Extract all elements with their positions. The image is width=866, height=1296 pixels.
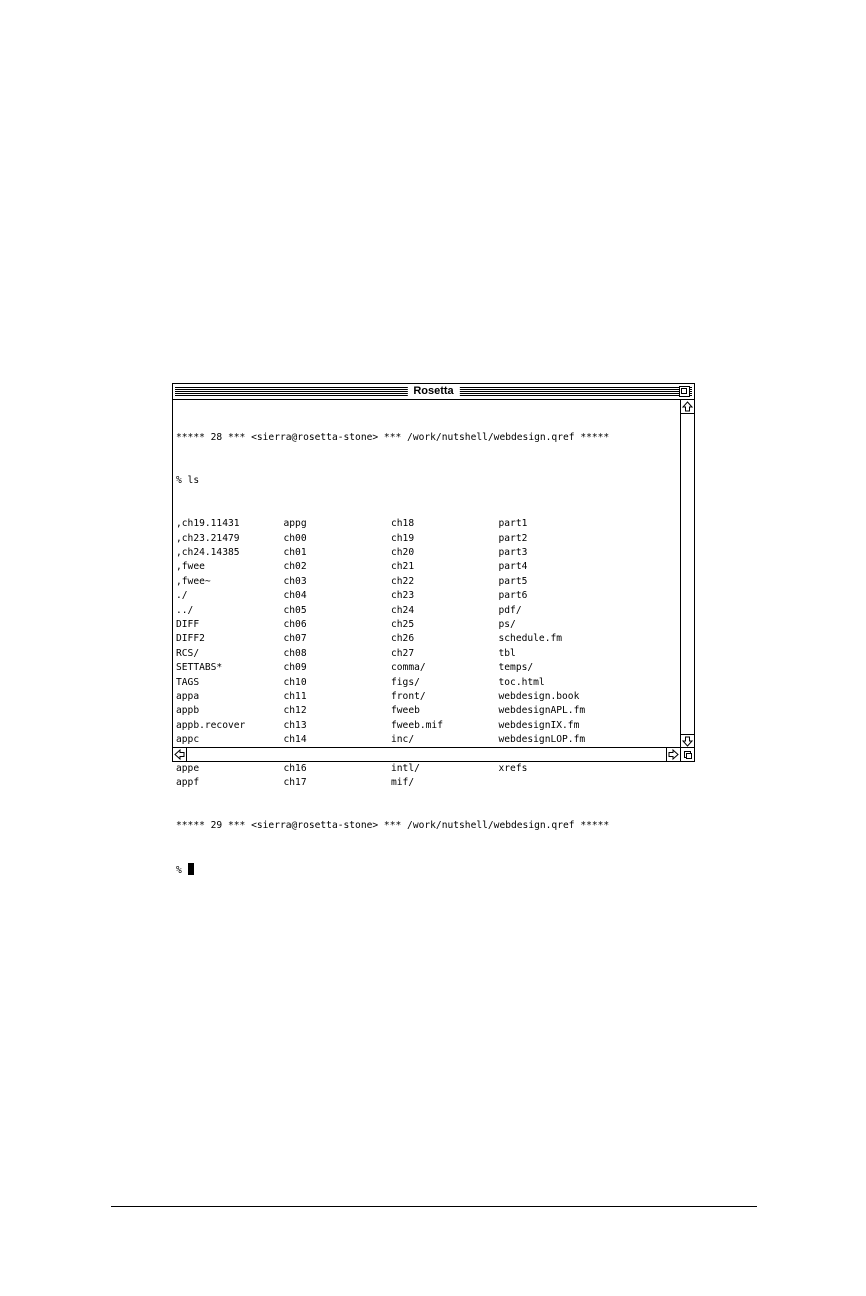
listing-entry: toc.html	[498, 676, 545, 688]
listing-entry: ch24	[391, 604, 415, 616]
listing-entry: ch04	[283, 590, 307, 602]
listing-entry: webdesignLOP.fm	[498, 734, 586, 746]
listing-entry: ch19	[391, 532, 415, 544]
listing-row	[176, 632, 681, 646]
listing-entry: ch23	[391, 590, 415, 602]
listing-entry: RCS/	[176, 647, 200, 659]
session-header-line: ***** 29 *** <sierra@rosetta-stone> *** /work/nutshell/webdesign.qref *****	[176, 820, 610, 832]
listing-entry: DIFF	[176, 618, 200, 630]
listing-row	[176, 690, 681, 704]
listing-entry: webdesignAPL.fm	[498, 705, 586, 717]
listing-row	[176, 776, 681, 790]
listing-entry: ch22	[391, 575, 415, 587]
prompt: %	[176, 864, 182, 876]
listing-entry: appe	[176, 762, 200, 774]
listing-entry: part1	[498, 518, 528, 530]
listing-entry: ,fwee	[176, 561, 205, 573]
listing-entry: ch27	[391, 647, 415, 659]
listing-entry: ch10	[283, 676, 307, 688]
listing-entry: part4	[498, 561, 528, 573]
listing-entry: ch11	[283, 690, 307, 702]
listing-entry: ch02	[283, 561, 307, 573]
listing-entry: ,ch19.11431	[176, 518, 240, 530]
listing-entry: ch26	[391, 633, 415, 645]
listing-entry: fweeb.mif	[391, 719, 443, 731]
listing-entry: webdesign.book	[498, 690, 580, 702]
listing-row	[176, 676, 681, 690]
listing-entry: part6	[498, 590, 528, 602]
listing-row	[176, 517, 681, 531]
listing-entry: ch21	[391, 561, 415, 573]
listing-row	[176, 719, 681, 733]
listing-entry: front/	[391, 690, 426, 702]
scroll-left-arrow-icon[interactable]	[173, 748, 187, 761]
horizontal-scrollbar[interactable]	[173, 747, 680, 761]
scroll-up-arrow-icon[interactable]	[681, 400, 694, 414]
listing-entry: xrefs	[498, 762, 528, 774]
listing-entry: ps/	[498, 618, 516, 630]
listing-row	[176, 704, 681, 718]
listing-entry: figs/	[391, 676, 420, 688]
listing-entry: ,fwee~	[176, 575, 211, 587]
listing-entry: ch14	[283, 734, 307, 746]
listing-entry: ch03	[283, 575, 307, 587]
listing-entry: appa	[176, 690, 200, 702]
listing-entry: part5	[498, 575, 528, 587]
terminal-window	[172, 383, 695, 876]
title-bar[interactable]	[173, 384, 694, 400]
listing-row	[176, 618, 681, 632]
listing-row	[176, 532, 681, 546]
page-footer-rule	[111, 1206, 757, 1207]
listing-entry: SETTABS*	[176, 662, 223, 674]
listing-entry: appg	[283, 518, 307, 530]
listing-entry: ,ch24.14385	[176, 547, 240, 558]
listing-row	[176, 546, 681, 560]
listing-entry: comma/	[391, 662, 426, 674]
listing-entry: fweeb	[391, 705, 420, 717]
listing-entry: ch01	[283, 547, 307, 558]
listing-row	[176, 560, 681, 574]
listing-entry: ch07	[283, 633, 307, 645]
listing-entry: ch08	[283, 647, 307, 659]
command-line: % ls	[176, 475, 200, 487]
scroll-right-arrow-icon[interactable]	[666, 748, 680, 761]
listing-entry: ch25	[391, 618, 415, 630]
listing-entry: intl/	[391, 762, 420, 774]
listing-row	[176, 589, 681, 603]
listing-entry: ../	[176, 604, 194, 616]
listing-entry: ch18	[391, 518, 415, 530]
listing-entry: ch16	[283, 762, 307, 774]
listing-row	[176, 762, 681, 776]
listing-entry: appb.recover	[176, 719, 246, 731]
listing-entry: appb	[176, 705, 200, 717]
listing-entry: ch00	[283, 532, 307, 544]
listing-entry: mif/	[391, 777, 415, 789]
listing-entry: ch20	[391, 547, 415, 558]
prompt-line[interactable]	[176, 863, 681, 877]
listing-entry: ,ch23.21479	[176, 532, 240, 544]
listing-entry: tbl	[498, 647, 516, 659]
listing-row	[176, 604, 681, 618]
session-header-line: ***** 28 *** <sierra@rosetta-stone> *** /work/nutshell/webdesign.qref *****	[176, 431, 610, 443]
listing-entry: pdf/	[498, 604, 522, 616]
listing-entry: ch13	[283, 719, 307, 731]
listing-entry: TAGS	[176, 676, 200, 688]
grow-box-icon[interactable]	[680, 747, 694, 761]
scroll-down-arrow-icon[interactable]	[681, 734, 694, 748]
listing-entry: temps/	[498, 662, 534, 674]
listing-entry: ch05	[283, 604, 307, 616]
listing-entry: ch12	[283, 705, 307, 717]
listing-entry: ch06	[283, 618, 307, 630]
listing-entry: part3	[498, 547, 528, 558]
listing-entry: appf	[176, 777, 200, 789]
listing-entry: part2	[498, 532, 528, 544]
listing-row	[176, 733, 681, 747]
listing-entry: inc/	[391, 734, 415, 746]
listing-entry: DIFF2	[176, 633, 205, 645]
listing-entry: webdesignIX.fm	[498, 719, 580, 731]
listing-row	[176, 575, 681, 589]
window-title: Rosetta	[407, 384, 459, 399]
terminal-output[interactable]	[176, 402, 681, 876]
listing-entry: ch09	[283, 662, 307, 674]
text-cursor	[188, 863, 194, 875]
listing-entry: ./	[176, 590, 188, 602]
listing-row	[176, 647, 681, 661]
listing-entry	[499, 776, 607, 790]
listing-entry: schedule.fm	[498, 633, 563, 645]
zoom-box-icon[interactable]	[679, 386, 690, 397]
listing-row	[176, 661, 681, 675]
listing-entry: appc	[176, 734, 200, 746]
vertical-scrollbar[interactable]	[680, 400, 694, 748]
listing-entry: ch17	[283, 777, 307, 789]
